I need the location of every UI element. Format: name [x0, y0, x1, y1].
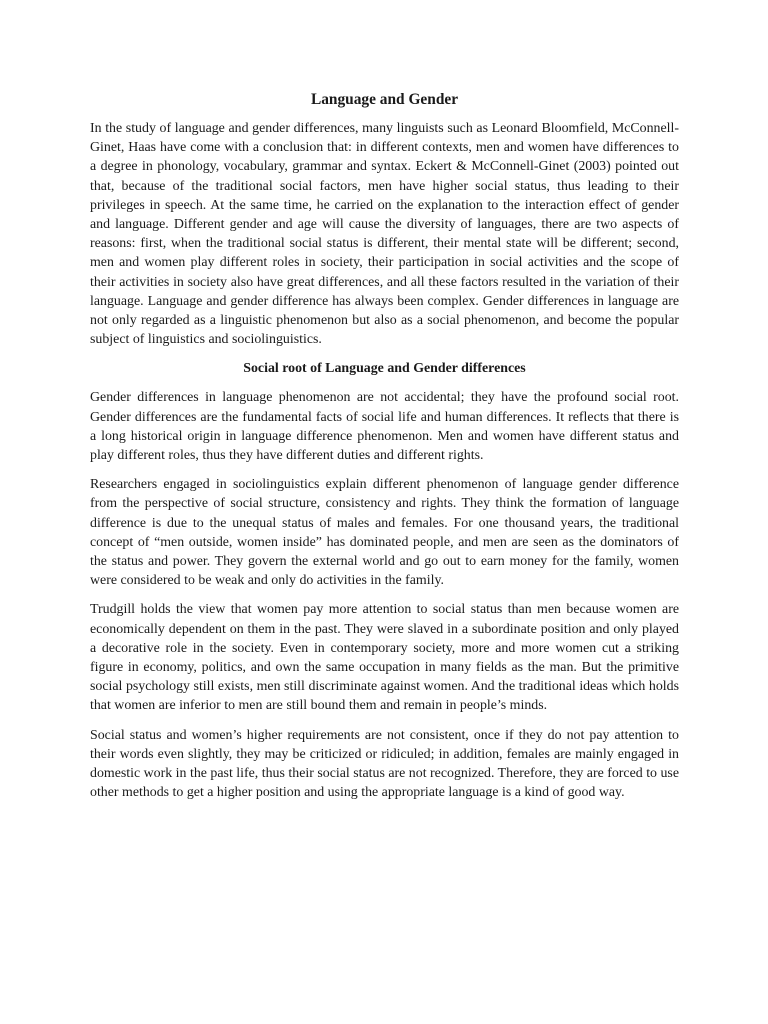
document-page	[90, 90, 679, 813]
body-paragraph-2: Researchers engaged in sociolinguistics explain different phenomenon of language gender difference from the perspective of social structure, consistency and rights. They think the formation of language difference is due to the unequal status of males and females. For one thousand years, the traditional concept of “men outside, women inside” has dominated people, and men are seen as the dominators of the status and power. They govern the external world and go out to earn money for the family, women were considered to be weak and only do activities in the family.	[90, 477, 679, 589]
document-title: Language and Gender	[310, 91, 459, 108]
intro-paragraph: In the study of language and gender differences, many linguists such as Leonard Bloomfield, McConnell-Ginet, Haas have come with a conclusion that: in different contexts, men and women have differences to a degree in phonology, vocabulary, grammar and syntax. Eckert & McConnell-Ginet (2003) pointed out that, because of the traditional social factors, men have higher social status, thus leading to their privileges in speech. At the same time, he carried on the explanation to the interaction effect of gender and language. Different gender and age will cause the diversity of languages, there are two aspects of reasons: first, when the traditional social status is different, their mental state will be different; second, men and women play different roles in society, their participation in social activities and the scope of their activities in society also have great differences, and all these factors resulted in the variation of their language. Language and gender difference has always been complex. Gender differences in language are not only regarded as a linguistic phenomenon but also as a social phenomenon, and become the popular subject of linguistics and sociolinguistics.	[90, 121, 679, 348]
section-heading: Social root of Language and Gender differences	[243, 361, 526, 377]
body-paragraph-3: Trudgill holds the view that women pay more attention to social status than men because women are economically dependent on them in the past. They were slaved in a subordinate position and only played a decorative role in the society. Even in contemporary society, more and more women cut a striking figure in economy, politics, and own the same occupation in many fields as the man. But the primitive social psychology still exists, men still discriminate against women. And the traditional ideas which holds that women are inferior to men are still bound them and remain in people’s minds.	[90, 602, 679, 714]
body-paragraph-1: Gender differences in language phenomenon are not accidental; they have the profound social root. Gender differences are the fundamental facts of social life and human differences. It reflects that there is a long historical origin in language difference phenomenon. Men and women have different status and play different roles, thus they have different duties and different rights.	[90, 390, 679, 464]
body-paragraph-4: Social status and women’s higher requirements are not consistent, once if they do not pay attention to their words even slightly, they may be criticized or ridiculed; in addition, females are mainly engaged in domestic work in the past life, thus their social status are not recognized. Therefore, they are forced to use other methods to get a higher position and using the appropriate language is a kind of good way.	[90, 727, 679, 801]
